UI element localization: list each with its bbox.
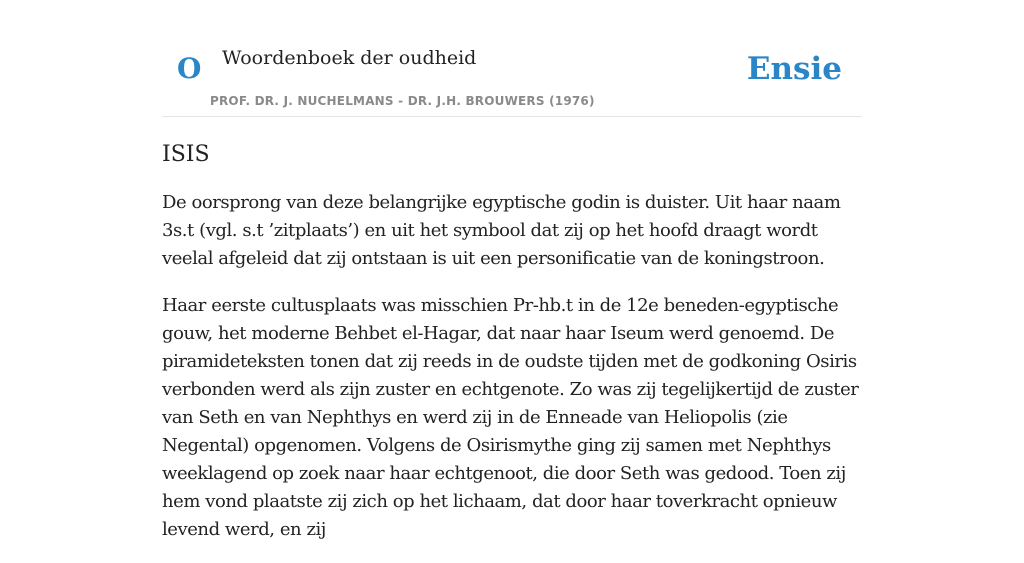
brand-logo-link[interactable]: Ensie (746, 51, 842, 87)
book-title-link[interactable]: Woordenboek der oudheid (222, 47, 477, 69)
entry-paragraph: Haar eerste cultusplaats was misschien Pr-hb.t in de 12e beneden-egyptische gouw, het moderne Behbet el-Hagar, dat naar haar Iseum werd genoemd. De piramideteksten tonen dat zij reeds in de oudste tijden met de godkoning Osiris verbonden werd als zijn zuster en echtgenote. Zo was zij tegelijkertijd de zuster van Seth en van Nephthys en werd zij in de Enneade van Heliopolis (zie Negental) opgenomen. Volgens de Osirismythe ging zij samen met Nephthys weeklagend op zoek naar haar echtgenoot, die door Seth was gedood. Toen zij hem vond plaatste zij zich op het lichaam, dat door haar toverkracht opnieuw levend werd, en zij (162, 295, 859, 540)
entry-content (162, 138, 862, 563)
entry-title: ISIS (162, 142, 210, 167)
book-header (162, 0, 862, 117)
book-letter-badge[interactable]: O (177, 52, 202, 85)
entry-paragraph: De oorsprong van deze belangrijke egyptische godin is duister. Uit haar naam 3s.t (vgl. s.t ’zitplaats’) en uit het symbool dat zij op het hoofd draagt wordt veelal afgeleid dat zij ontstaan is uit een personificatie van de koningstroon. (162, 192, 841, 269)
book-authors: PROF. DR. J. NUCHELMANS - DR. J.H. BROUWERS (1976) (210, 94, 595, 108)
